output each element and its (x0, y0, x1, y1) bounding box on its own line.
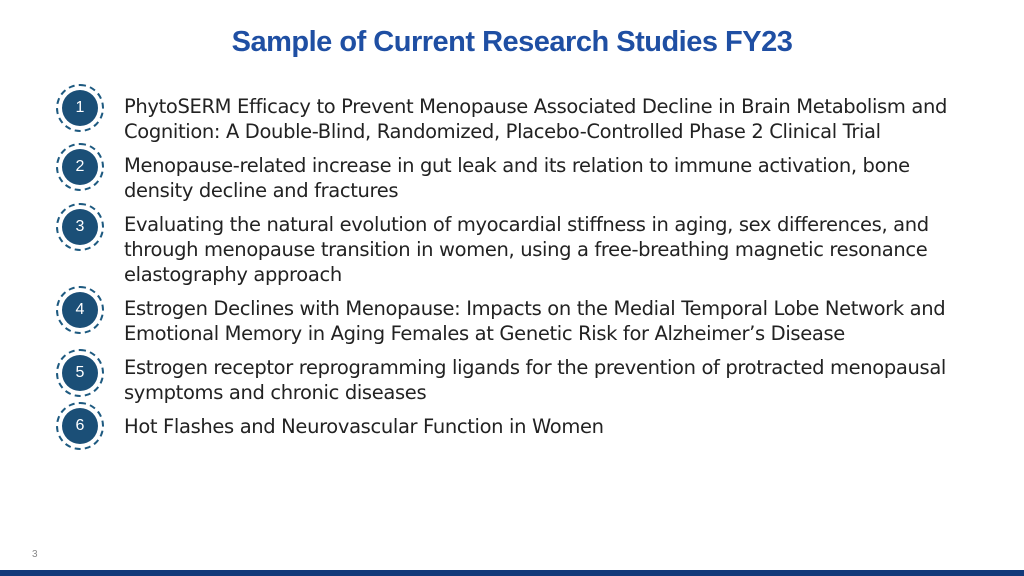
number-badge-label: 5 (62, 355, 98, 391)
number-badge (56, 143, 104, 191)
slide-title: Sample of Current Research Studies FY23 (231, 26, 793, 58)
number-badge-label: 6 (62, 408, 98, 444)
list-item (56, 94, 976, 144)
number-badge (56, 286, 104, 334)
number-badge (56, 84, 104, 132)
research-studies-list (56, 94, 976, 448)
list-item (56, 355, 976, 405)
list-item (56, 414, 976, 439)
list-item (56, 296, 976, 346)
number-badge-label: 2 (62, 149, 98, 185)
footer-bar (0, 570, 1024, 576)
study-title: PhytoSERM Efficacy to Prevent Menopause Associated Decline in Brain Metabolism and Cognition: A Double-Blind, Randomized, Placebo-Controlled Phase 2 Clinical Trial (124, 95, 947, 143)
study-title: Evaluating the natural evolution of myocardial stiffness in aging, sex differences, and through menopause transition in women, using a free-breathing magnetic resonance elastography approach (124, 213, 929, 286)
study-title: Estrogen Declines with Menopause: Impacts on the Medial Temporal Lobe Network and Emotional Memory in Aging Females at Genetic Risk for Alzheimer’s Disease (124, 297, 946, 345)
list-item (56, 153, 976, 203)
number-badge-label: 4 (62, 292, 98, 328)
number-badge-label: 1 (62, 90, 98, 126)
list-item (56, 212, 976, 287)
number-badge (56, 402, 104, 450)
number-badge (56, 349, 104, 397)
study-title: Hot Flashes and Neurovascular Function in Women (124, 415, 604, 438)
page-number: 3 (32, 549, 38, 560)
study-title: Menopause-related increase in gut leak and its relation to immune activation, bone density decline and fractures (124, 154, 910, 202)
number-badge-label: 3 (62, 209, 98, 245)
study-title: Estrogen receptor reprogramming ligands for the prevention of protracted menopausal symptoms and chronic diseases (124, 356, 946, 404)
number-badge (56, 203, 104, 251)
